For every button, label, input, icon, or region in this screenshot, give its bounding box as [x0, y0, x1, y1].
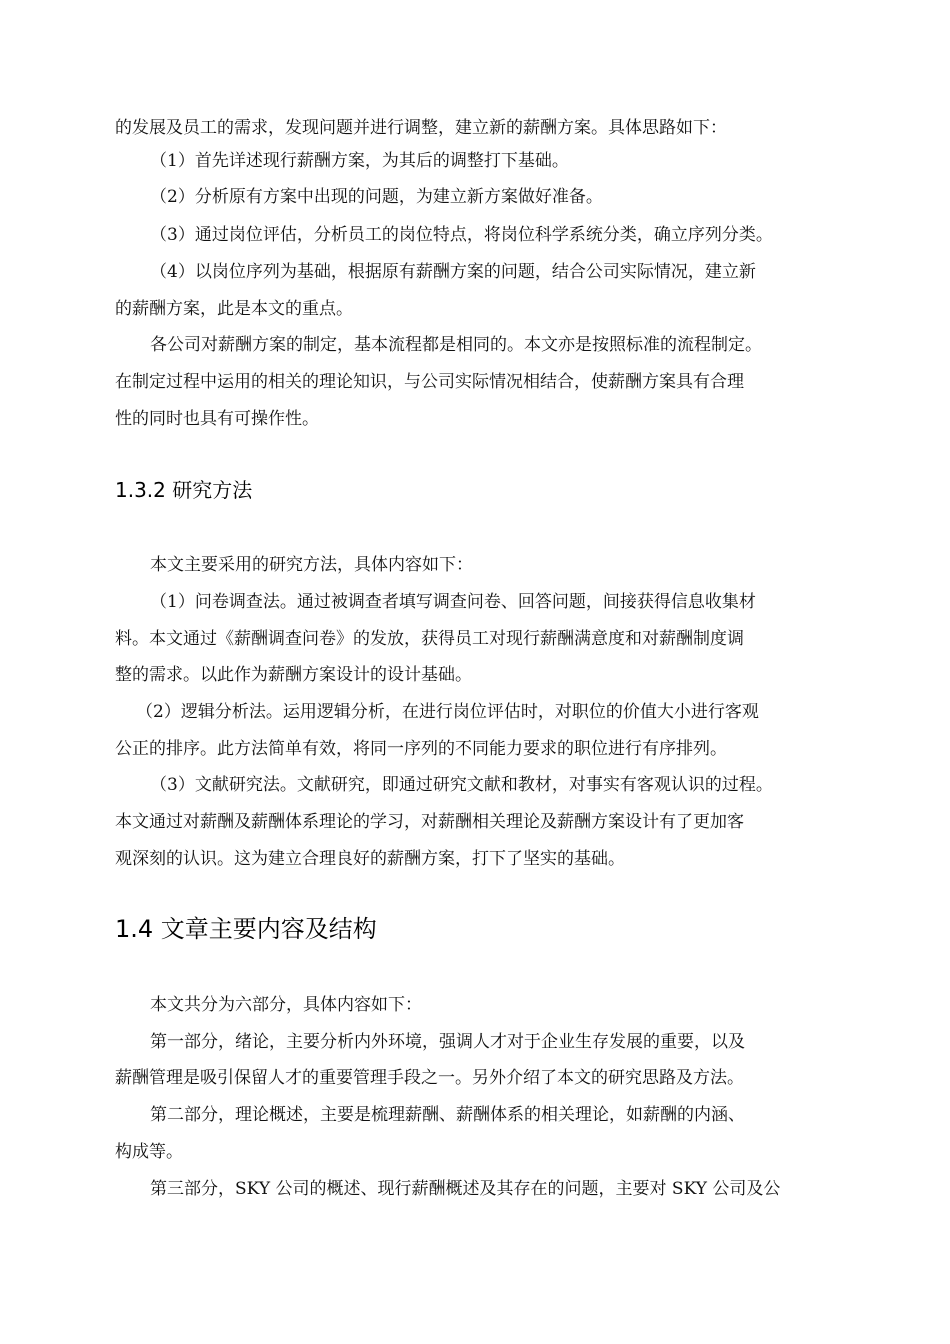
list-item-line: （2）分析原有方案中出现的问题，为建立新方案做好准备。 [150, 187, 603, 207]
paragraph-line: 第二部分，理论概述，主要是梳理薪酬、薪酬体系的相关理论，如薪酬的内涵、 [150, 1105, 745, 1125]
paragraph-line: 的薪酬方案，此是本文的重点。 [115, 299, 353, 319]
list-item-line: （2）逻辑分析法。运用逻辑分析，在进行岗位评估时，对职位的价值大小进行客观 [136, 702, 759, 722]
paragraph-line: 公正的排序。此方法简单有效，将同一序列的不同能力要求的职位进行有序排列。 [115, 739, 727, 759]
paragraph-line: 性的同时也具有可操作性。 [115, 409, 319, 429]
list-item-line: （1）问卷调查法。通过被调查者填写调查问卷、回答问题，间接获得信息收集材 [150, 592, 756, 612]
paragraph-line: 本文主要采用的研究方法，具体内容如下： [150, 555, 473, 575]
paragraph-line: 整的需求。以此作为薪酬方案设计的设计基础。 [115, 665, 472, 685]
paragraph-line: 构成等。 [115, 1142, 183, 1162]
paragraph-line: 料。本文通过《薪酬调查问卷》的发放，获得员工对现行薪酬满意度和对薪酬制度调 [115, 629, 744, 649]
paragraph-line: 薪酬管理是吸引保留人才的重要管理手段之一。另外介绍了本文的研究思路及方法。 [115, 1068, 744, 1088]
paragraph-line: 第三部分，SKY 公司的概述、现行薪酬概述及其存在的问题，主要对 SKY 公司及公 [150, 1179, 781, 1199]
section-heading-1-4: 1.4 文章主要内容及结构 [115, 915, 377, 943]
paragraph-line: 第一部分，绪论，主要分析内外环境，强调人才对于企业生存发展的重要，以及 [150, 1032, 745, 1052]
paragraph-line: 的发展及员工的需求，发现问题并进行调整，建立新的薪酬方案。具体思路如下： [115, 118, 727, 138]
paragraph-line: 各公司对薪酬方案的制定，基本流程都是相同的。本文亦是按照标准的流程制定。 [150, 335, 762, 355]
list-item-line: （1）首先详述现行薪酬方案，为其后的调整打下基础。 [150, 151, 569, 171]
list-item-line: （4）以岗位序列为基础，根据原有薪酬方案的问题，结合公司实际情况，建立新 [150, 262, 756, 282]
list-item-line: （3）通过岗位评估，分析员工的岗位特点，将岗位科学系统分类，确立序列分类。 [150, 225, 773, 245]
list-item-line: （3）文献研究法。文献研究，即通过研究文献和教材，对事实有客观认识的过程。 [150, 775, 773, 795]
section-heading-1-3-2: 1.3.2 研究方法 [115, 478, 253, 502]
paragraph-line: 观深刻的认识。这为建立合理良好的薪酬方案，打下了坚实的基础。 [115, 849, 625, 869]
paragraph-line: 本文共分为六部分，具体内容如下： [150, 995, 422, 1015]
paragraph-line: 在制定过程中运用的相关的理论知识，与公司实际情况相结合，使薪酬方案具有合理 [115, 372, 744, 392]
paragraph-line: 本文通过对薪酬及薪酬体系理论的学习，对薪酬相关理论及薪酬方案设计有了更加客 [115, 812, 744, 832]
